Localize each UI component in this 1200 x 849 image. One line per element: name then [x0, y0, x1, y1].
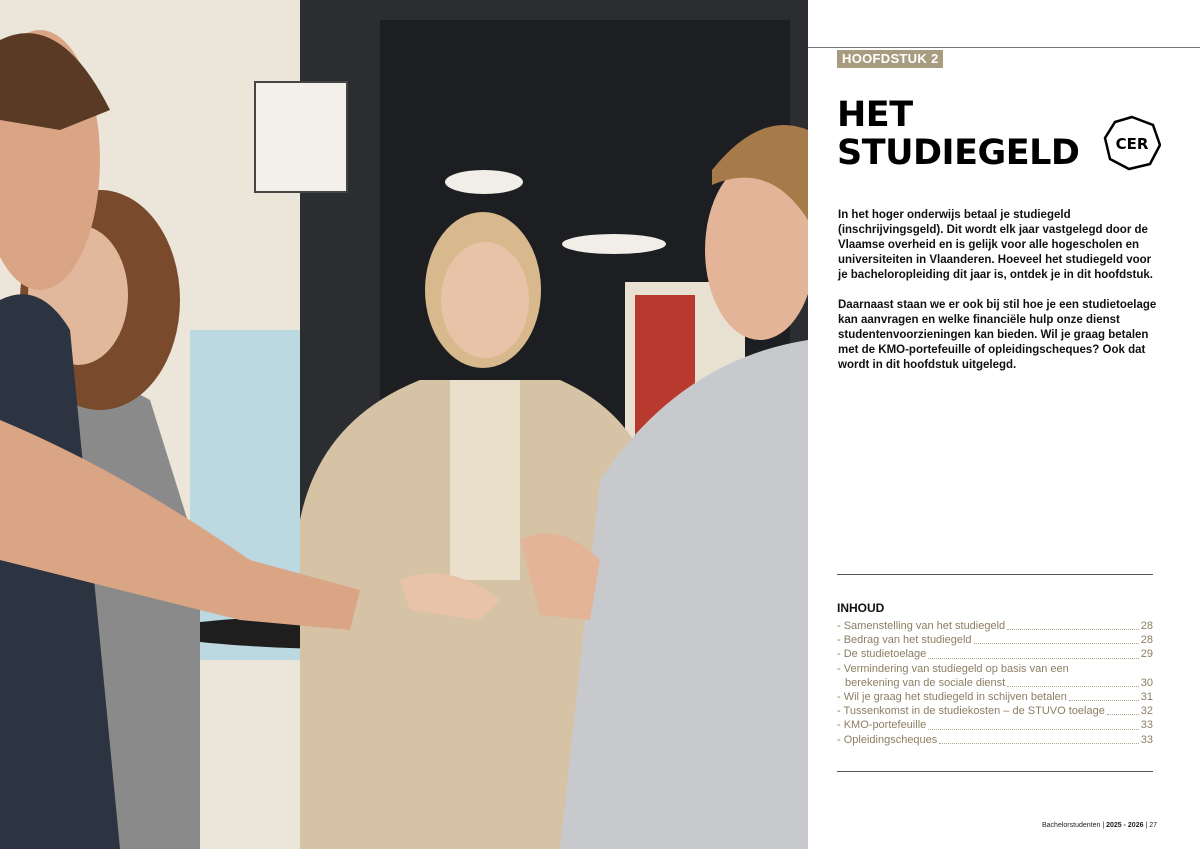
toc-heading: INHOUD [837, 601, 885, 615]
toc-item-continued[interactable] [837, 676, 1153, 690]
cer-logo [1103, 115, 1161, 171]
logo-text: CER [1115, 135, 1149, 153]
title-line-1: HET [837, 95, 913, 135]
toc-item-page: 30 [1140, 676, 1153, 689]
footer-year: 2025 - 2026 [1106, 822, 1144, 829]
page-footer: Bachelorstudenten | 2025 - 2026 | 27 [1042, 822, 1157, 829]
chapter-tag: HOOFDSTUK 2 [837, 50, 943, 68]
intro-paragraph-2: Daarnaast staan we er ook bij stil hoe je een studietoelage kan aanvragen en welke financiële hulp onze dienst studentenvoorzieningen kan bieden. Wil je graag betalen met de KMO-portefeuille of opleidingscheques? Ook dat wordt in dit hoofdstuk uitgelegd. [838, 299, 1157, 371]
toc-leader [1007, 685, 1139, 687]
toc-item[interactable] [837, 619, 1153, 633]
toc-leader [1007, 628, 1139, 630]
intro-paragraph-1: In het hoger onderwijs betaal je studiegeld (inschrijvingsgeld). Dit wordt elk jaar vastgelegd door de Vlaamse overheid en is gelijk voor alle hogescholen en universiteiten in Vlaanderen. Hoeveel het studiegeld voor je bacheloropleiding dit jaar is, ontdek je in dit hoofdstuk. [838, 209, 1154, 281]
toc-item-label: - Opleidingscheques [837, 733, 938, 746]
toc-item-label: - Wil je graag het studiegeld in schijven betalen [837, 691, 1067, 704]
toc-leader [939, 742, 1138, 744]
page-number: 27 [1149, 822, 1157, 829]
top-rule [808, 47, 1200, 48]
toc-item-page: 33 [1140, 719, 1153, 732]
toc-item-page: 29 [1140, 648, 1153, 661]
toc-item-label-continued: berekening van de sociale dienst [845, 676, 1006, 689]
toc-item-page: 33 [1140, 733, 1153, 746]
toc-item[interactable] [837, 647, 1153, 661]
toc-item[interactable] [837, 733, 1153, 747]
toc-leader [928, 657, 1138, 659]
footer-publication: Bachelorstudenten [1042, 822, 1101, 829]
toc-item-page: 28 [1140, 634, 1153, 647]
table-of-contents [837, 619, 1153, 747]
toc-leader [1107, 713, 1139, 715]
toc-item-page: 28 [1140, 620, 1153, 632]
toc-item-label: - Samenstelling van het studiegeld [837, 620, 1006, 632]
toc-leader [1069, 699, 1139, 701]
toc-item-label: - De studietoelage [837, 648, 927, 661]
toc-item-label: - Vermindering van studiegeld op basis van een [837, 662, 1069, 675]
page-title [837, 96, 1079, 172]
toc-item-label: - Bedrag van het studiegeld [837, 634, 972, 647]
toc-item-label: - KMO-portefeuille [837, 719, 927, 732]
toc-item[interactable] [837, 662, 1153, 676]
intro-text [838, 208, 1158, 388]
toc-leader [928, 728, 1138, 730]
toc-item-page: 31 [1140, 691, 1153, 704]
toc-item[interactable] [837, 690, 1153, 704]
divider [837, 771, 1153, 772]
toc-item[interactable] [837, 633, 1153, 647]
toc-item[interactable] [837, 718, 1153, 732]
toc-item[interactable] [837, 704, 1153, 718]
title-line-2: STUDIEGELD [837, 133, 1080, 173]
toc-leader [974, 642, 1139, 644]
toc-item-page: 32 [1140, 705, 1153, 718]
divider [837, 574, 1153, 575]
toc-item-label: - Tussenkomst in de studiekosten – de STUVO toelage [837, 705, 1105, 718]
